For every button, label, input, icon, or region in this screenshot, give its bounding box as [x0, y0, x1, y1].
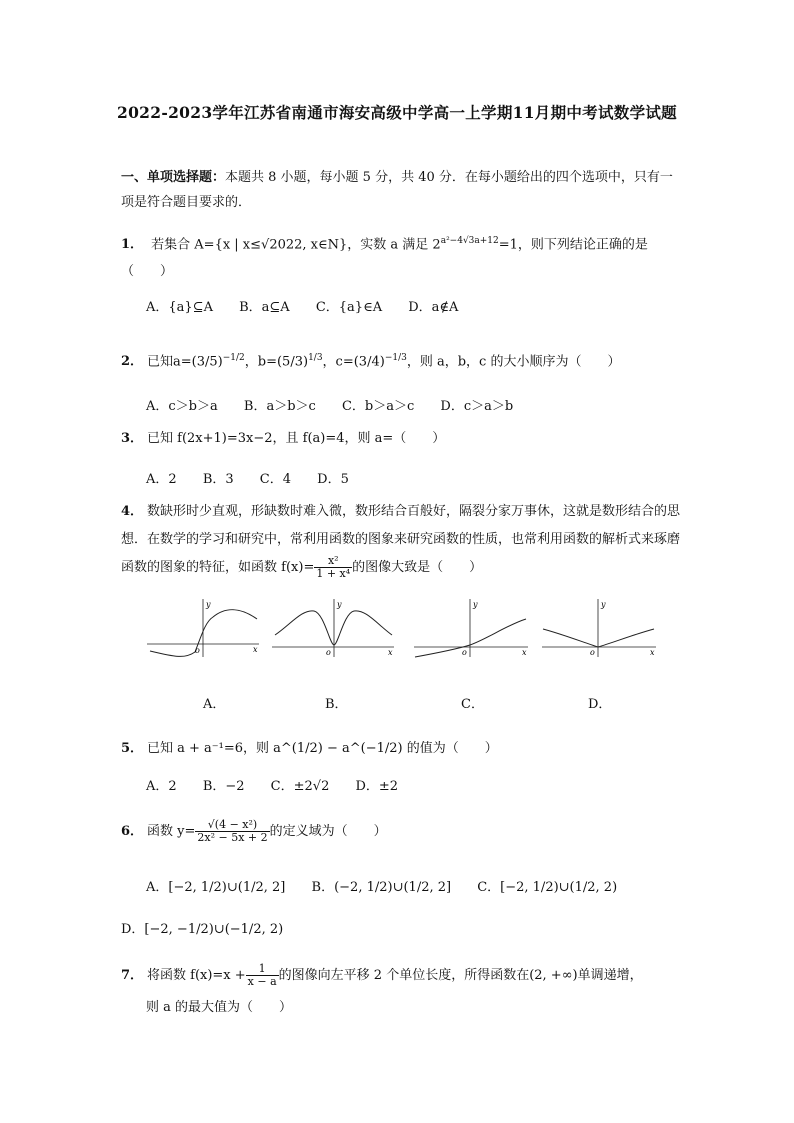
- graph-d[interactable]: [540, 597, 660, 659]
- options-q1: [146, 296, 480, 315]
- question-text: 将函数 f(x)=x +: [147, 968, 246, 983]
- graph-label-c: C．: [461, 697, 484, 712]
- section-heading: 一、单项选择题：: [121, 170, 226, 185]
- numerator: √(4 − x²): [195, 819, 269, 832]
- origin-label: o: [195, 646, 200, 655]
- question-number: 4．: [121, 504, 144, 519]
- option-b[interactable]: B．3: [202, 472, 234, 487]
- question-tail: 的图像向左平移 2 个单位长度，所得函数在(2, +∞)单调递增，: [278, 968, 643, 983]
- option-a[interactable]: A．{a}⊆A: [146, 300, 213, 315]
- graph-b[interactable]: [270, 597, 398, 659]
- option-c[interactable]: C．4: [259, 472, 291, 487]
- question-text: 已知a=: [147, 354, 192, 370]
- options-q2: [146, 395, 535, 414]
- option-c[interactable]: C．[−2, 1/2)∪(1/2, 2): [477, 880, 618, 895]
- numerator: x²: [314, 555, 352, 568]
- curve: [543, 629, 654, 647]
- axis-x-label: x: [522, 648, 527, 657]
- question-number: 2．: [121, 354, 144, 370]
- question-number: 5．: [121, 741, 144, 756]
- exp-c: −1/3: [384, 353, 407, 363]
- graph-label-d: D．: [588, 697, 612, 712]
- option-a[interactable]: A．2: [146, 472, 177, 487]
- fraction: [195, 819, 269, 844]
- section-text: 本题共 8 小题，每小题 5 分，共 40 分．在每小题给出的四个选项中，只有一项是符合题目要求的．: [121, 170, 673, 210]
- axis-x-label: x: [650, 648, 655, 657]
- question-number: 7．: [121, 968, 144, 983]
- option-c[interactable]: C．±2√2: [270, 779, 330, 794]
- question-3: [121, 425, 681, 452]
- option-d[interactable]: D．a∉A: [408, 300, 459, 315]
- question-number: 1．: [121, 237, 144, 253]
- section-instructions: [121, 165, 681, 215]
- base-a: (3/5): [191, 354, 223, 370]
- origin-label: o: [590, 648, 595, 657]
- curve: [150, 610, 257, 657]
- fraction: [246, 963, 279, 988]
- option-b[interactable]: B．−2: [202, 779, 245, 794]
- option-c[interactable]: C．b＞a＞c: [341, 399, 415, 414]
- origin-label: o: [462, 648, 467, 657]
- option-d[interactable]: D．[−2, −1/2)∪(−1/2, 2): [121, 922, 284, 937]
- options-q3: [146, 468, 371, 487]
- question-number: 6．: [121, 824, 144, 839]
- graph-c[interactable]: [412, 597, 532, 659]
- graph-a[interactable]: [145, 597, 263, 659]
- question-2: 2． 已知$a=(3/5)^{-1/2}$，$b=(5/3)^{1/3}$，$c=(3/4)^{-1/3}$，则 a，b，c 的大小顺序为（ ）: [121, 345, 681, 375]
- option-b[interactable]: B．a＞b＞c: [243, 399, 316, 414]
- graph-label-a: A．: [203, 697, 226, 712]
- set-expression: {x | x≤√2022, x∈N}: [214, 237, 348, 253]
- options-q6: [146, 876, 639, 895]
- question-text: 已知 a + a⁻¹=6，则 a^(1/2) − a^(−1/2) 的值为（ ）: [147, 741, 498, 756]
- option-d[interactable]: D．c＞a＞b: [440, 399, 514, 414]
- origin-label: o: [326, 648, 331, 657]
- base-b: (5/3): [276, 354, 309, 370]
- page-title: 2022-2023学年江苏省南通市海安高级中学高一上学期11月期中考试数学试题: [117, 103, 677, 122]
- axis-y-label: y: [206, 600, 211, 609]
- question-7: [121, 962, 681, 989]
- option-d[interactable]: D．5: [317, 472, 349, 487]
- fraction: [314, 555, 352, 580]
- question-tail: 的图像大致是（ ）: [352, 560, 483, 575]
- axis-y-label: y: [601, 600, 606, 609]
- question-text: 若集合 A=: [151, 237, 215, 253]
- option-b[interactable]: B．a⊆A: [239, 300, 290, 315]
- function-name: f(x)=: [281, 560, 315, 575]
- option-a[interactable]: A．2: [146, 779, 177, 794]
- base-c: (3/4): [353, 354, 385, 370]
- question-tail: ，则 a，b，c 的大小顺序为（ ）: [406, 354, 621, 370]
- option-c[interactable]: C．{a}∈A: [315, 300, 383, 315]
- axis-y-label: y: [473, 600, 478, 609]
- exp-b: 1/3: [308, 353, 323, 363]
- question-text: 已知 f(2x+1)=3x−2，且 f(a)=4，则 a=（ ）: [147, 431, 446, 446]
- denominator: x − a: [247, 975, 277, 988]
- question-number: 3．: [121, 431, 144, 446]
- question-text: 函数 y=: [147, 824, 196, 839]
- question-text: ，实数 a 满足 2: [347, 237, 441, 253]
- denominator: 1 + x⁴: [316, 567, 351, 580]
- question-tail: 的定义域为（ ）: [269, 824, 387, 839]
- question-4: [121, 498, 681, 582]
- question-1: [121, 228, 681, 285]
- question-text: 数缺形时少直观，形缺数时难入微，数形结合百般好，隔裂分家万事休，这就是数形结合的思想．在数学的学习和研究中，常利用函数的图象来研究函数的性质，也常利用函数的解析式来琢磨函数的图象的特征，如函数: [121, 504, 681, 575]
- curve: [275, 611, 392, 645]
- graph-label-b: B．: [325, 697, 348, 712]
- option-b[interactable]: B．(−2, 1/2)∪(1/2, 2]: [311, 880, 452, 895]
- options-q5: [146, 775, 420, 794]
- question-5: [121, 735, 681, 762]
- axis-x-label: x: [388, 648, 393, 657]
- question-7-line-2: 则 a 的最大值为（ ）: [146, 1000, 293, 1015]
- numerator: 1: [246, 963, 279, 976]
- exp-a: −1/2: [222, 353, 245, 363]
- axis-y-label: y: [337, 600, 342, 609]
- option-d[interactable]: D．±2: [355, 779, 399, 794]
- exponent: a²−4√3a+12: [440, 236, 499, 246]
- option-a[interactable]: A．[−2, 1/2)∪(1/2, 2]: [146, 880, 286, 895]
- axis-x-label: x: [253, 645, 258, 654]
- question-6: [121, 818, 681, 845]
- curve: [415, 619, 526, 657]
- question-text: =1，则下列结论正确的是（ ）: [121, 237, 648, 280]
- denominator: 2x² − 5x + 2: [197, 831, 268, 844]
- option-a[interactable]: A．c＞b＞a: [146, 399, 218, 414]
